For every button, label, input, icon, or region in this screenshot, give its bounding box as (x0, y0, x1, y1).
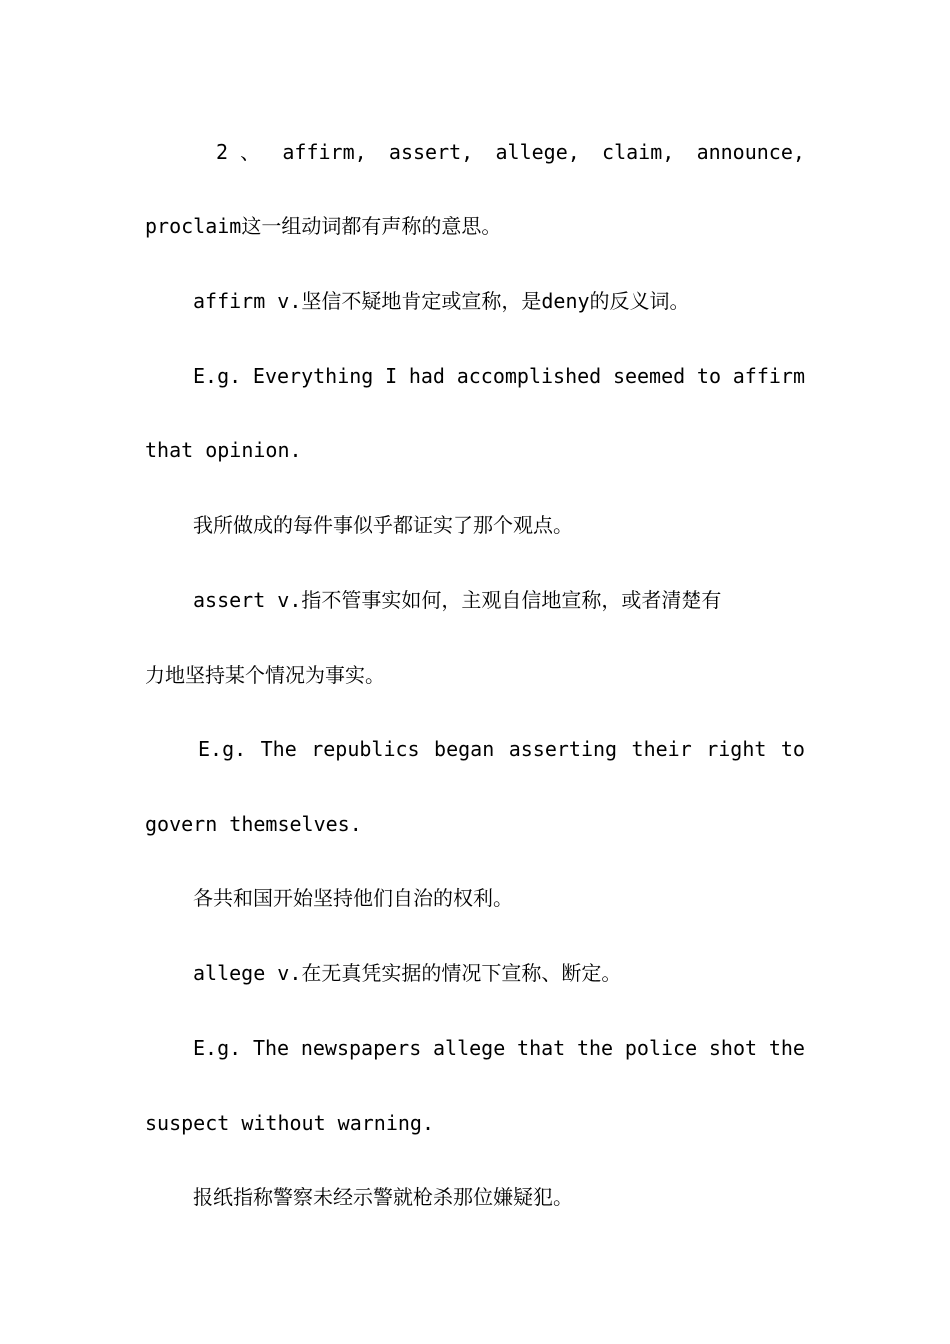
example-word: had (408, 364, 445, 388)
example-word: their (631, 737, 692, 761)
affirm-example-continuation: that opinion. (145, 438, 302, 462)
affirm-translation: 我所做成的每件事似乎都证实了那个观点。 (193, 513, 573, 537)
example-word: E.g. (193, 1036, 242, 1060)
heading-word: claim, (602, 140, 675, 164)
heading-continuation: proclaim这一组动词都有声称的意思。 (145, 214, 502, 238)
example-word: shot (708, 1036, 758, 1060)
allege-definition: allege v.在无真凭实据的情况下宣称、断定。 (193, 961, 622, 985)
heading-word: 2 、 (216, 140, 261, 164)
example-word: police (624, 1036, 698, 1060)
assert-translation: 各共和国开始坚持他们自治的权利。 (193, 886, 513, 910)
example-word: Everything (252, 364, 374, 388)
example-word: affirm (732, 364, 805, 388)
allege-example-line (193, 1028, 805, 1068)
example-word: E.g. (193, 364, 242, 388)
example-word: I (385, 364, 398, 388)
assert-example-continuation: govern themselves. (145, 812, 362, 836)
assert-definition-line-1: assert v.指不管事实如何，主观自信地宣称，或者清楚有 (193, 588, 722, 612)
example-word: right (706, 737, 767, 761)
example-word: E.g. (198, 737, 247, 761)
assert-example-line (198, 729, 805, 769)
example-word: republics (311, 737, 420, 761)
example-word: The (252, 1036, 290, 1060)
example-word: that (517, 1036, 566, 1060)
example-word: began (434, 737, 495, 761)
example-word: seemed (612, 364, 686, 388)
example-word: newspapers (300, 1036, 422, 1060)
example-word: to (696, 364, 722, 388)
affirm-definition: affirm v.坚信不疑地肯定或宣称，是deny的反义词。 (193, 289, 690, 313)
allege-example-continuation: suspect without warning. (145, 1111, 434, 1135)
example-word: accomplished (456, 364, 602, 388)
heading-word: assert, (388, 140, 474, 164)
heading-word: announce, (696, 140, 805, 164)
example-word: The (260, 737, 297, 761)
allege-translation: 报纸指称警察未经示警就枪杀那位嫌疑犯。 (193, 1185, 573, 1209)
affirm-example-line (193, 356, 805, 396)
example-word: to (780, 737, 805, 761)
heading-word: allege, (495, 140, 580, 164)
example-word: allege (433, 1036, 506, 1060)
example-word: the (768, 1036, 805, 1060)
assert-definition-line-2: 力地坚持某个情况为事实。 (145, 663, 385, 687)
heading-word: affirm, (282, 140, 367, 164)
heading-line (216, 132, 805, 172)
example-word: asserting (508, 737, 618, 761)
example-word: the (576, 1036, 614, 1060)
